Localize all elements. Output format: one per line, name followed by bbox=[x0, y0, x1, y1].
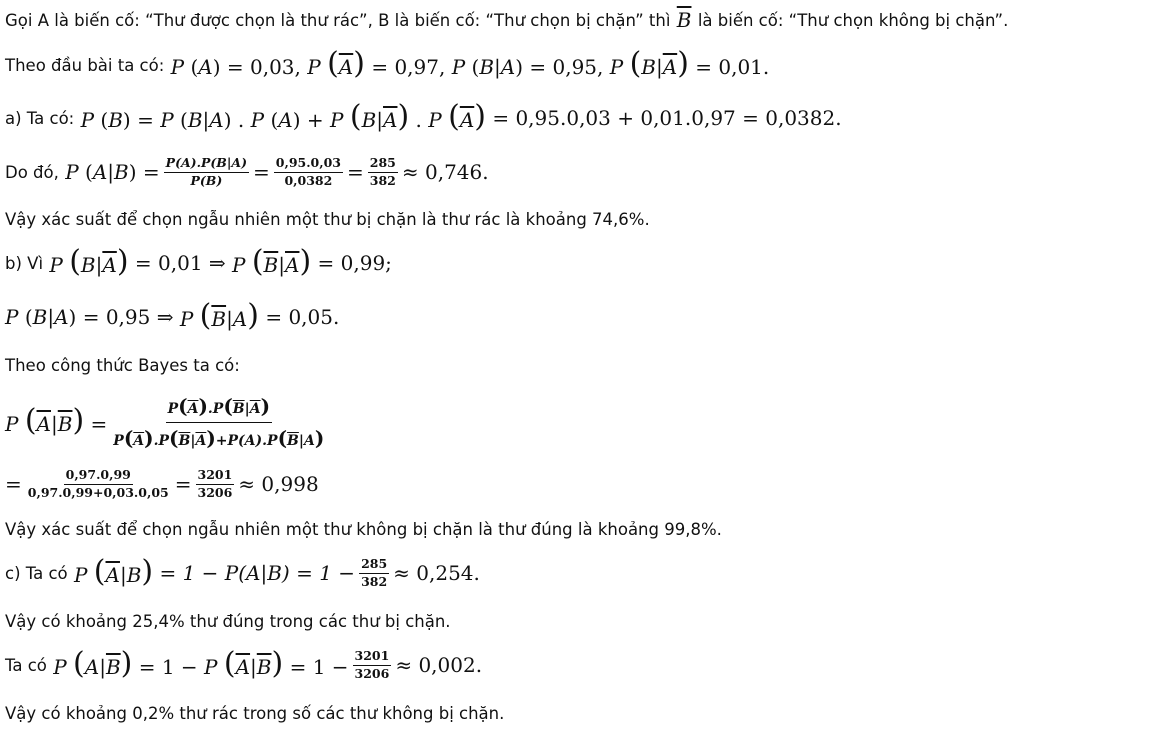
part-b-intro: b) Vì bbox=[5, 253, 44, 273]
math-b-given-not-a-value: = 0,01 ⇒ bbox=[134, 251, 226, 275]
math-not-b-given-not-a: P $(\overline{B}|\overline{A})$ bbox=[225, 244, 312, 279]
math-a-given-not-b: P $(A|\overline{B}) = 1 - P$ $(\overline{A}|\overline{B}) = 1$ − bbox=[46, 646, 349, 681]
math-not-a-given-b-expr: = 1 − P(A|B) = 1 − bbox=[159, 561, 356, 585]
definitions-text: Gọi A là biến cố: “Thư được chọn là thư rác”, B là biến cố: “Thư chọn bị chặn” thì bbox=[5, 10, 671, 30]
fraction-bayes-b-formula: $\frac{P(\overline{A}).P(\overline{B}|\overline{A})}{P(\overline{A}).P(\overline{B}|\overline{A})+P(A).P(\overline{B}|A)}$ bbox=[113, 393, 325, 450]
math-given-probabilities: P (A) = 0,03, P $(\overline{A}) = 0,97$, P (B|A) = 0,95, P $(B|\overline{A}) = 0,01$. bbox=[164, 46, 770, 81]
fraction-bayes-b-values: $\frac{0,97.0,99}{0,97.0,99+0,03.0,05}$ bbox=[27, 467, 169, 500]
math-not-b-given-not-a-value: = 0,99; bbox=[317, 251, 392, 275]
line-part-a-total bbox=[5, 94, 842, 142]
line-part-b-first bbox=[5, 239, 392, 287]
line-conclusion-c bbox=[5, 597, 451, 645]
fraction-bayes-result: $\frac{285}{382}$ bbox=[369, 155, 396, 188]
conclusion-c-text: Vậy có khoảng 25,4% thư đúng trong các thư bị chặn. bbox=[5, 611, 451, 631]
line-part-c bbox=[5, 549, 480, 597]
line-bayes-b-formula bbox=[5, 392, 330, 452]
definitions-text-end: là biến cố: “Thư chọn không bị chặn”. bbox=[697, 10, 1009, 30]
bayes-approx-result: ≈ 0,746. bbox=[401, 160, 489, 184]
line-bayes-intro bbox=[5, 341, 240, 389]
conclusion-b-text: Vậy xác suất để chọn ngẫu nhiên một thư không bị chặn là thư đúng là khoảng 99,8%. bbox=[5, 519, 722, 539]
math-b-given-a: P (B|A) bbox=[5, 305, 77, 329]
part-c-approx-result: ≈ 0,254. bbox=[393, 561, 480, 585]
bayes-b-approx-result: ≈ 0,998 bbox=[238, 472, 319, 496]
line-conclusion-b bbox=[5, 505, 722, 553]
fraction-part-c: $\frac{285}{382}$ bbox=[361, 556, 388, 589]
given-intro: Theo đầu bài ta có: bbox=[5, 55, 165, 75]
fraction-bayes-values: $\frac{0,95.0,03}{0,0382}$ bbox=[275, 155, 342, 188]
line-bayes-b-values: = $\frac{0,97.0,99}{0,97.0,99+0,03.0,05}$ = $\frac{3201}{3206}$ ≈ 0,998 bbox=[5, 467, 319, 500]
part-c-second-approx-result: ≈ 0,002. bbox=[395, 653, 483, 677]
part-c-intro: c) Ta có bbox=[5, 563, 68, 583]
bayes-intro-text: Theo công thức Bayes ta có: bbox=[5, 355, 240, 375]
math-not-b-given-a-value: = 0,05. bbox=[265, 305, 340, 329]
math-total-probability-value: = 0,95.0,03 + 0,01.0,97 = 0,0382. bbox=[492, 106, 842, 130]
fraction-bayes-b-result: $\frac{3201}{3206}$ bbox=[197, 467, 233, 500]
fraction-bayes-formula: $\frac{P(A).P(B|A)}{P(B)}$ bbox=[165, 155, 247, 188]
math-pa-given-b: P (A|B) = bbox=[58, 160, 160, 184]
line-conclusion-final bbox=[5, 689, 504, 737]
part-a-intro: a) Ta có: bbox=[5, 108, 75, 128]
line-part-c-second bbox=[5, 641, 482, 689]
conclusion-final-text: Vậy có khoảng 0,2% thư rác trong số các thư không bị chặn. bbox=[5, 703, 505, 723]
line-definitions bbox=[5, 0, 1008, 44]
math-not-b-given-a: P $(\overline{B}|A)$ bbox=[173, 298, 259, 333]
conclusion-a-text: Vậy xác suất để chọn ngẫu nhiên một thư bị chặn là thư rác là khoảng 74,6%. bbox=[5, 209, 650, 229]
math-b-given-not-a: P $(B|\overline{A})$ bbox=[43, 244, 129, 279]
math-not-a-given-b: P $(\overline{A}|B)$ bbox=[67, 554, 154, 589]
part-c-second-intro: Ta có bbox=[5, 655, 47, 675]
line-conclusion-a bbox=[5, 195, 650, 243]
math-not-a-given-not-b: P $(\overline{A}|\overline{B})$ = bbox=[5, 403, 108, 438]
math-b-given-a-value: = 0,95 ⇒ bbox=[82, 305, 174, 329]
math-total-probability: P (B) = P (B|A) . P (A) + P $(B|\overline{A})$ . P $(\overline{A})$ bbox=[74, 99, 486, 134]
line-bayes-a: Do đó, P (A|B) = $\frac{P(A).P(B|A)}{P(B)}$ = $\frac{0,95.0,03}{0,0382}$ = $\frac{285}{382}$ ≈ 0,746. bbox=[5, 155, 489, 188]
line-given bbox=[5, 41, 769, 89]
fraction-part-c-second: $\frac{3201}{3206}$ bbox=[354, 648, 390, 681]
math-b-complement: $\overline{B}$ bbox=[676, 8, 692, 32]
bayes-a-intro: Do đó, bbox=[5, 162, 59, 182]
line-part-b-second bbox=[5, 293, 339, 341]
